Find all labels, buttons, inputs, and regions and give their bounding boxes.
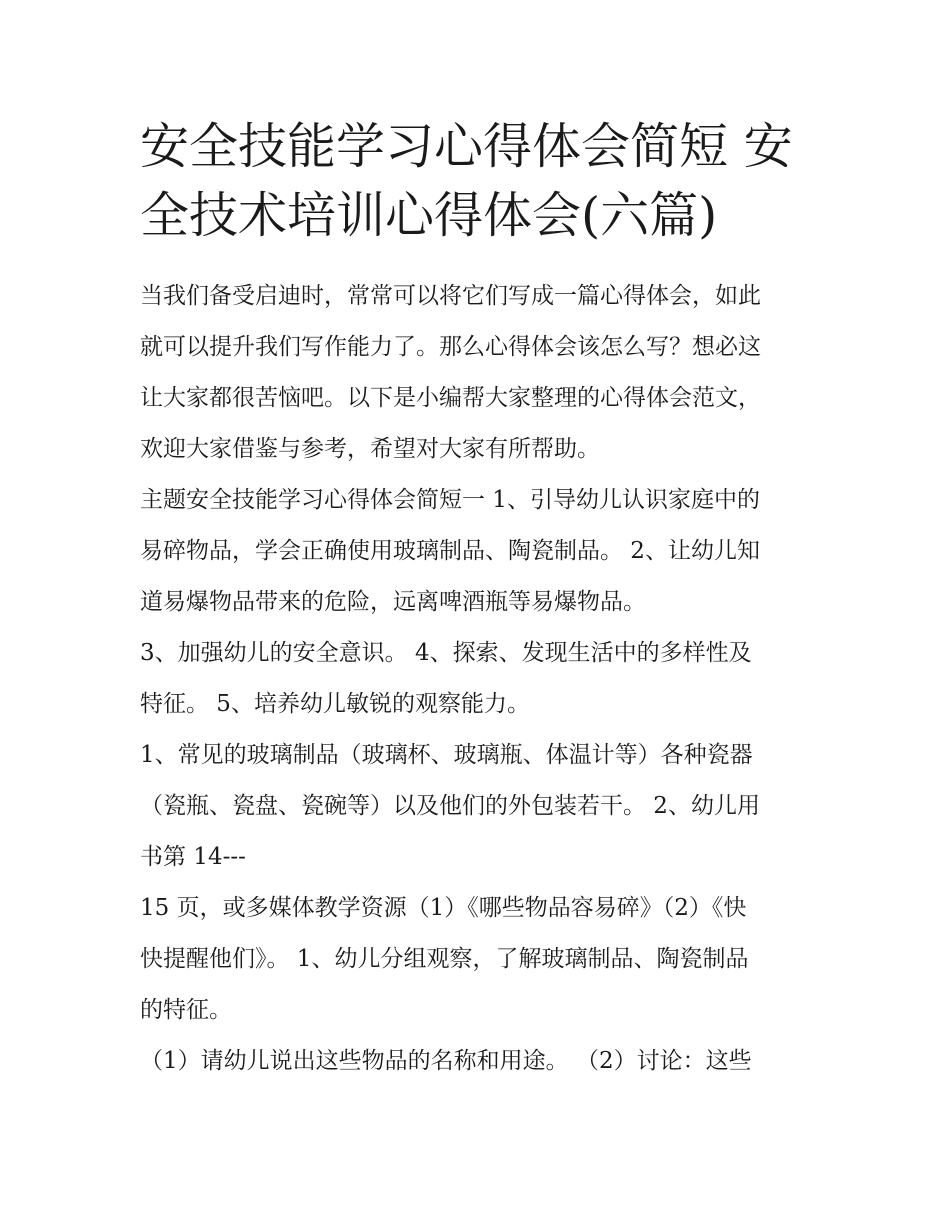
text-line: 快提醒他们》。 1、幼儿分组观察，了解玻璃制品、陶瓷制品 — [140, 946, 749, 972]
text-line: 特征。 5、培养幼儿敏锐的观察能力。 — [140, 691, 530, 717]
text-line: （瓷瓶、瓷盘、瓷碗等）以及他们的外包装若干。 2、幼儿用 — [140, 793, 760, 819]
text-line: 书第 14--- — [140, 844, 246, 870]
text-line: 当我们备受启迪时，常常可以将它们写成一篇心得体会，如此 — [140, 283, 761, 309]
body-paragraph — [140, 1036, 820, 1087]
body-paragraph — [140, 883, 820, 1036]
text-line: 主题安全技能学习心得体会简短一 1、引导幼儿认识家庭中的 — [140, 487, 760, 513]
text-line: 欢迎大家借鉴与参考，希望对大家有所帮助。 — [140, 436, 600, 462]
text-line: 易碎物品，学会正确使用玻璃制品、陶瓷制品。 2、让幼儿知 — [140, 538, 760, 564]
intro-paragraph — [140, 271, 820, 475]
text-line: （1）请幼儿说出这些物品的名称和用途。 （2）讨论：这些 — [140, 1048, 752, 1074]
document-page — [140, 112, 820, 1087]
text-line: 1、常见的玻璃制品（玻璃杯、玻璃瓶、体温计等）各种瓷器 — [140, 742, 753, 768]
title-line: 安全技能学习心得体会简短 安 — [140, 118, 793, 175]
text-line: 让大家都很苦恼吧。以下是小编帮大家整理的心得体会范文， — [140, 385, 761, 411]
text-line: 就可以提升我们写作能力了。那么心得体会该怎么写？想必这 — [140, 334, 761, 360]
body-paragraph — [140, 730, 820, 883]
text-line: 的特征。 — [140, 997, 232, 1023]
document-title — [140, 112, 820, 250]
text-line: 道易爆物品带来的危险，远离啤酒瓶等易爆物品。 — [140, 589, 646, 615]
text-line: 3、加强幼儿的安全意识。 4、探索、发现生活中的多样性及 — [140, 640, 752, 666]
title-line: 全技术培训心得体会(六篇) — [140, 187, 718, 244]
text-line: 15 页，或多媒体教学资源（1）《哪些物品容易碎》（2）《快 — [140, 895, 747, 921]
body-paragraph — [140, 628, 820, 730]
body-paragraph — [140, 475, 820, 628]
